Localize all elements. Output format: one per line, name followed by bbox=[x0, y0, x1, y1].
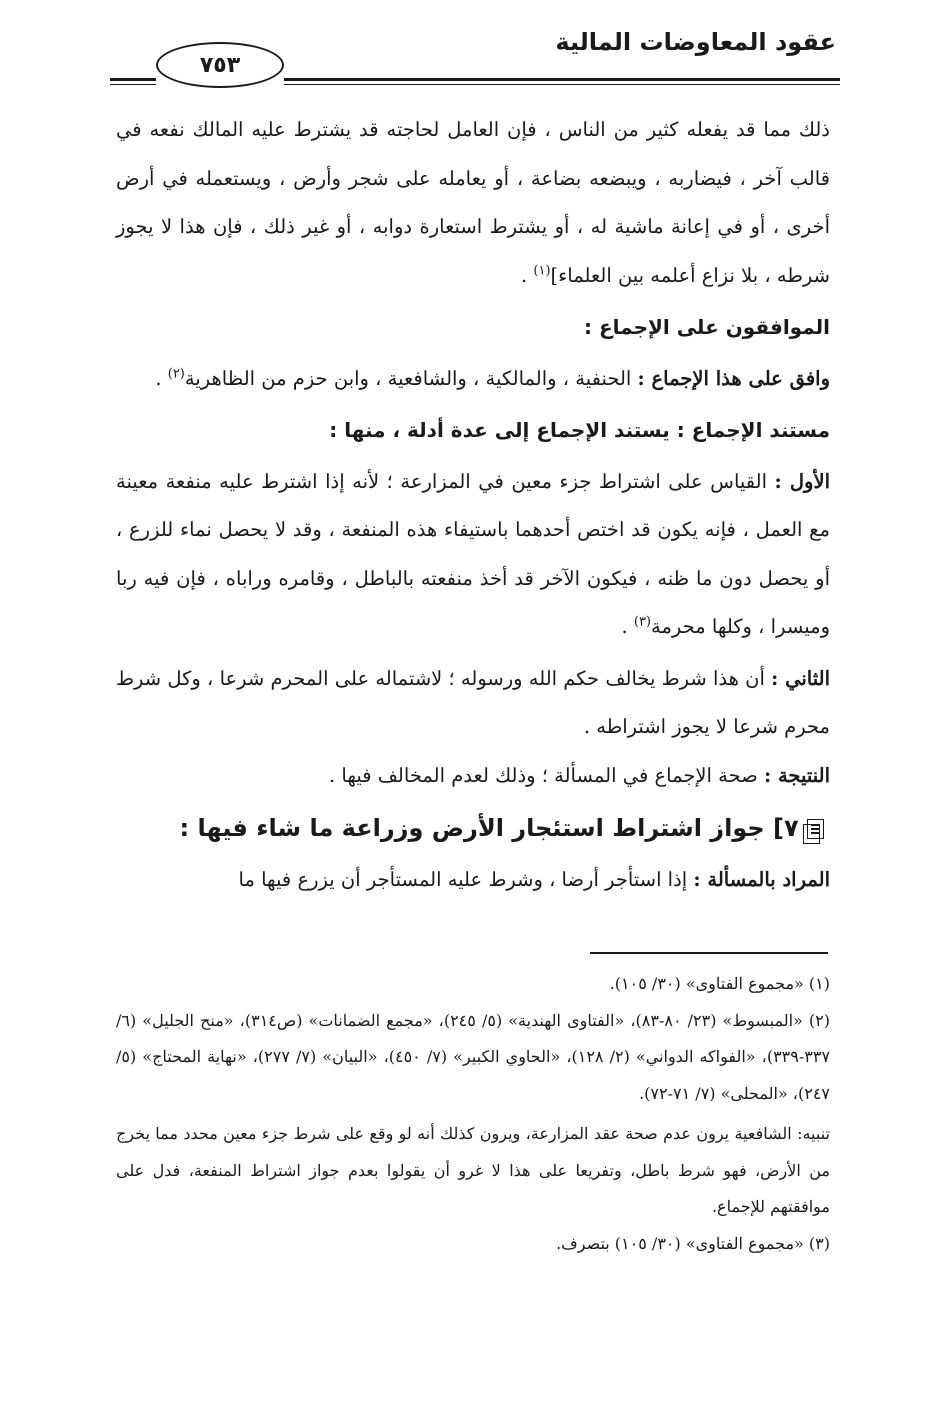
header-rule-thin bbox=[110, 84, 156, 85]
paragraph bbox=[116, 752, 830, 801]
footnote-ref: (٣) bbox=[633, 614, 651, 630]
footnote-ref: (١) bbox=[533, 263, 551, 278]
lead-label: المراد بالمسألة : bbox=[693, 868, 830, 891]
subheading-basis: مستند الإجماع : يستند الإجماع إلى عدة أدلة ، منها : bbox=[329, 418, 830, 442]
footnote: (١) «مجموع الفتاوى» (٣٠/ ١٠٥). bbox=[609, 974, 830, 993]
footnote-separator bbox=[590, 952, 828, 954]
page-number: ٧٥٣ bbox=[199, 52, 241, 78]
section-title-text: ٧] جواز اشتراط استئجار الأرض وزراعة ما شاء فيها : bbox=[179, 814, 799, 842]
lead-label: الثاني : bbox=[771, 666, 830, 690]
main-text bbox=[116, 106, 830, 905]
paragraph-text: القياس على اشتراط جزء معين في المزارعة ؛ لأنه إذا اشترط عليه منفعة معينة مع العمل ، فإنه يكون قد اختص أحدهما باستيفاء هذه المنفعة ، وقد لا يحصل نماء للزرع ، أو يحصل دون ما ظنه ، فيكون الآخر قد أخذ منفعته بالباطل ، وقامره وراباه ، فإن فيه ربا وميسرا ، وكلها محرمة bbox=[116, 469, 830, 638]
lead-label: وافق على هذا الإجماع : bbox=[637, 366, 830, 390]
paragraph bbox=[116, 458, 830, 652]
paragraph-text: ذلك مما قد يفعله كثير من الناس ، فإن العامل لحاجته قد يشترط عليه المالك نفعه في قالب آخر ، فيضاربه ، ويبضعه بضاعة ، أو يعامله على شجر وأرض ، ويستعمله في أرض أخرى ، أو في إعانة ماشية له ، أو يشترط استعارة دوابه ، أو غير ذلك ، فإن هذا لا يجوز شرطه ، بلا نزاع أعلمه بين العلماء] bbox=[116, 118, 830, 287]
page-header bbox=[110, 22, 840, 92]
footnote: (٣) «مجموع الفتاوى» (٣٠/ ١٠٥) بتصرف. bbox=[556, 1233, 830, 1253]
lead-label: الأول : bbox=[774, 469, 830, 493]
footnote: (٢) «المبسوط» (٢٣/ ٨٠-٨٣)، «الفتاوى الهندية» (٥/ ٢٤٥)، «مجمع الضمانات» (ص٣١٤)، «منح الجليل» (٦/ ٣٣٧-٣٣٩)، «الفواكه الدواني» (٢/ ١٢٨)، «الحاوي الكبير» (٧/ ٤٥٠)، «البيان» (٧/ ٢٧٧)، «نهاية المحتاج» (٥/ ٢٤٧)، «المحلى» (٧/ ٧١-٧٢). bbox=[116, 1010, 831, 1103]
section-title bbox=[116, 800, 830, 856]
paragraph bbox=[116, 856, 830, 905]
footnote-note: تنبيه: الشافعية يرون عدم صحة عقد المزارعة، ويرون كذلك أنه لو وقع على شرط جزء معين محدد مما يخرج من الأرض، فهو شرط باطل، وتفريعا على هذا لا غرو أن يقولوا بعدم جواز اشتراط المنفعة، فدل على موافقتهم للإجماع. bbox=[116, 1124, 830, 1216]
paragraph bbox=[116, 655, 830, 752]
paragraph-text: الحنفية ، والمالكية ، والشافعية ، وابن حزم من الظاهرية bbox=[184, 366, 638, 390]
paragraph bbox=[116, 355, 830, 404]
header-rule bbox=[284, 78, 840, 81]
header-rule bbox=[110, 78, 156, 81]
footnotes bbox=[116, 966, 830, 1262]
lead-label: النتيجة : bbox=[763, 763, 830, 787]
notes-icon bbox=[807, 819, 824, 839]
page-number-badge bbox=[156, 42, 284, 88]
punctuation: . bbox=[520, 263, 534, 287]
paragraph-text: أن هذا شرط يخالف حكم الله ورسوله ؛ لاشتماله على المحرم شرعا ، وكل شرط محرم شرعا لا يجوز اشتراطه . bbox=[116, 666, 830, 738]
footnote-ref: (٢) bbox=[167, 366, 185, 381]
paragraph-text: إذا استأجر أرضا ، وشرط عليه المستأجر أن يزرع فيها ما bbox=[238, 868, 694, 891]
header-rule-thin bbox=[284, 84, 840, 85]
paragraph-text: صحة الإجماع في المسألة ؛ وذلك لعدم المخالف فيها . bbox=[329, 763, 764, 787]
punctuation: . bbox=[155, 366, 168, 390]
punctuation: . bbox=[621, 615, 634, 638]
subheading-agree: الموافقون على الإجماع : bbox=[584, 315, 830, 339]
running-title: عقود المعاوضات المالية bbox=[555, 28, 836, 56]
paragraph bbox=[116, 106, 830, 300]
